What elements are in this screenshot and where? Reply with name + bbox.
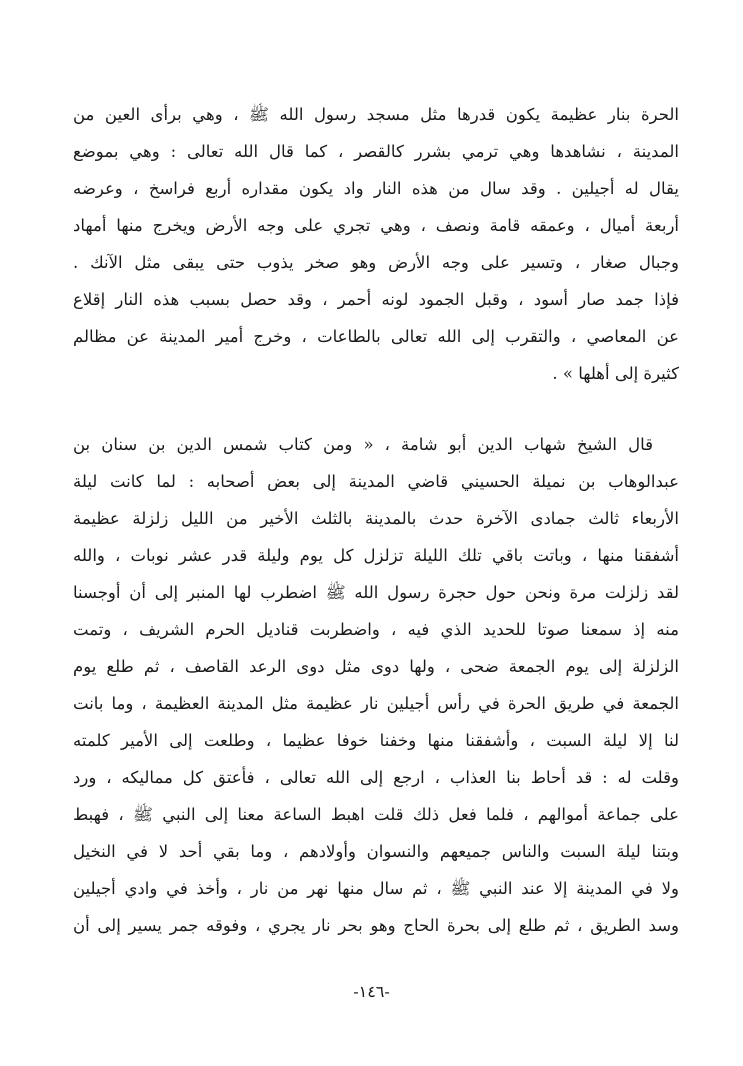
paragraph-1-line: يقال له أجيلين . وقد سال من هذه النار واد يكون مقداره أربع فراسخ ، وعرضه [73, 179, 679, 198]
paragraph-1-line: فإذا جمد صار أسود ، وقبل الجمود لونه أحمر ، وقد حصل بسبب هذه النار إقلاع [73, 290, 679, 309]
paragraph-2-line: الزلزلة إلى يوم الجمعة ضحى ، ولها دوى مثل دوى الرعد القاصف ، ثم طلع يوم [73, 657, 679, 676]
paragraph-2-line: على جماعة أموالهم ، فلما فعل ذلك قلت اهبط الساعة معنا إلى النبي ﷺ ، فهبط [73, 805, 679, 824]
paragraph-2-line: وقلت له : قد أحاط بنا العذاب ، ارجع إلى الله تعالى ، فأعتق كل مماليكه ، ورد [73, 768, 679, 787]
paragraph-2-line: لقد زلزلت مرة ونحن حول حجرة رسول الله ﷺ اضطرب لها المنبر إلى أن أوجسنا [73, 583, 679, 602]
paragraph-2-line: لنا إلا ليلة السبت ، وأشفقنا منها وخفنا خوفا عظيما ، وطلعت إلى الأمير كلمته [73, 731, 679, 750]
paragraph-2-line: وبتنا ليلة السبت والناس جميعهم والنسوان وأولادهم ، وما بقي أحد لا في النخيل [73, 842, 679, 861]
paragraph-2-line: الجمعة في طريق الحرة في رأس أجيلين نار عظيمة مثل المدينة العظيمة ، وما بانت [73, 694, 679, 713]
paragraph-1-line: كثيرة إلى أهلها » . [552, 364, 679, 383]
paragraph-1-line: وجبال صغار ، وتسير على وجه الأرض وهو صخر يذوب حتى يبقى مثل الآنك . [73, 253, 679, 272]
paragraph-2-line: عبدالوهاب بن نميلة الحسيني قاضي المدينة إلى بعض أصحابه : لما كانت ليلة [73, 472, 679, 491]
paragraph-2-line: منه إذ سمعنا صوتا للحديد الذي فيه ، واضطربت قناديل الحرم الشريف ، وتمت [73, 620, 679, 639]
paragraph-2-line: أشفقنا منها ، وباتت باقي تلك الليلة تزلزل كل يوم وليلة قدر عشر نوبات ، والله [73, 546, 679, 565]
paragraph-1-line: أربعة أميال ، وعمقه قامة ونصف ، وهي تجري على وجه الأرض ويخرج منها أمهاد [73, 216, 679, 235]
paragraph-1-line: عن المعاصي ، والتقرب إلى الله تعالى بالطاعات ، وخرج أمير المدينة عن مظالم [73, 327, 679, 346]
page-number: -١٤٦- [353, 982, 390, 1001]
paragraph-2 [73, 426, 679, 944]
paragraph-1 [73, 96, 679, 392]
paragraph-2-line: قال الشيخ شهاب الدين أبو شامة ، « ومن كتاب شمس الدين بن سنان بن [73, 435, 653, 454]
paragraph-1-line: الحرة بنار عظيمة يكون قدرها مثل مسجد رسول الله ﷺ ، وهي برأى العين من [73, 105, 679, 124]
paragraph-2-line: ولا في المدينة إلا عند النبي ﷺ ، ثم سال منها نهر من نار ، وأخذ في وادي أجيلين [73, 879, 679, 898]
paragraph-2-line: وسد الطريق ، ثم طلع إلى بحرة الحاج وهو بحر نار يجري ، وفوقه جمر يسير إلى أن [73, 916, 679, 935]
paragraph-2-line: الأربعاء ثالث جمادى الآخرة حدث بالمدينة بالثلث الأخير من الليل زلزلة عظيمة [73, 509, 679, 528]
paragraph-1-line: المدينة ، نشاهدها وهي ترمي بشرر كالقصر ، كما قال الله تعالى : وهي بموضع [73, 142, 679, 161]
